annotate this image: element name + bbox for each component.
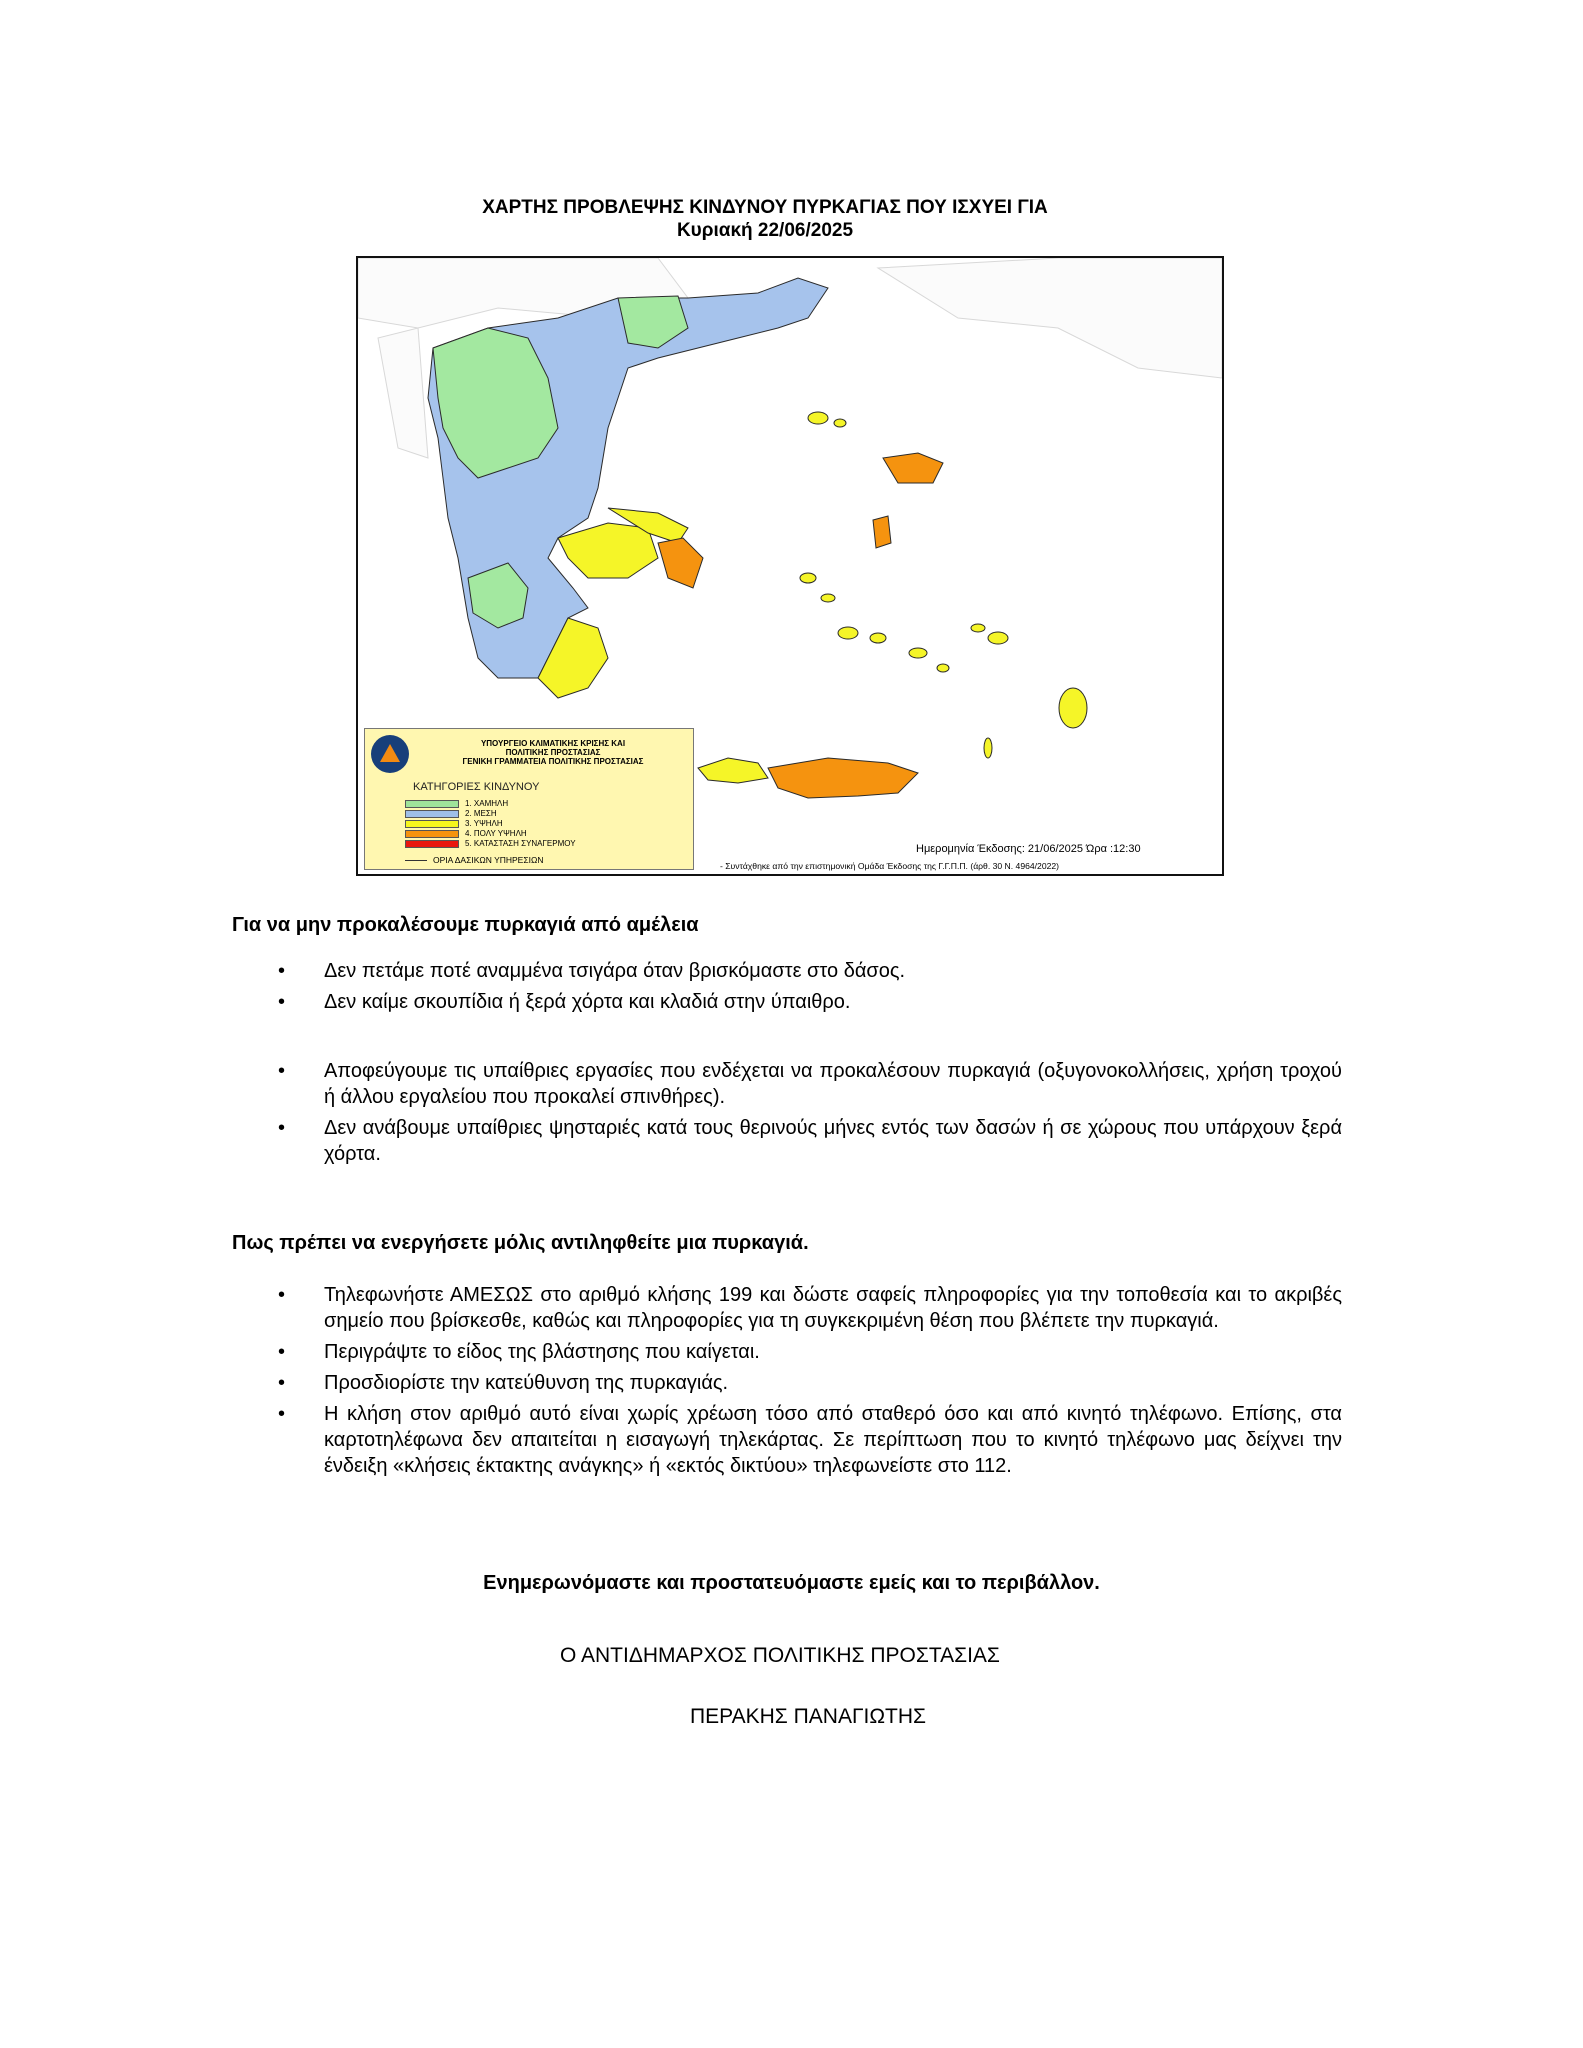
- lesvos-very-high: [883, 453, 943, 483]
- map-title: [355, 196, 1175, 242]
- issue-date: Ημερομηνία Έκδοσης: 21/06/2025 Ώρα :12:30: [916, 843, 1141, 855]
- list-item: • Προσδιορίστε την κατεύθυνση της πυρκαγιάς.: [278, 1372, 729, 1394]
- list-item: • Δεν πετάμε ποτέ αναμμένα τσιγάρα όταν βρισκόμαστε στο δάσος.: [278, 960, 906, 982]
- section1-list-b: [232, 1058, 1342, 1172]
- section1-heading: Για να μην προκαλέσουμε πυρκαγιά από αμέλεια: [232, 914, 699, 936]
- closing-statement: Ενημερωνόμαστε και προστατευόμαστε εμείς και το περιβάλλον.: [483, 1572, 1100, 1594]
- legend-border-line: ΟΡΙΑ ΔΑΣΙΚΩΝ ΥΠΗΡΕΣΙΩΝ: [405, 855, 543, 865]
- signature-name: ΠΕΡΑΚΗΣ ΠΑΝΑΓΙΩΤΗΣ: [690, 1705, 927, 1728]
- central-high: [558, 523, 658, 578]
- chios-very-high: [873, 516, 891, 548]
- fire-risk-map: [356, 256, 1224, 876]
- list-item: • Δεν ανάβουμε υπαίθριες ψησταριές κατά τους θερινούς μήνες εντός των δασών ή σε χώρους που υπάρχουν ξερά χόρτα.: [278, 1117, 1342, 1165]
- section1-list-a: [232, 958, 1342, 1020]
- section2-list: [232, 1282, 1342, 1484]
- list-item: • Η κλήση στον αριθμό αυτό είναι χωρίς χρέωση τόσο από σταθερό όσο και από κινητό τηλέφωνο. Επίσης, στα καρτοτηλέφωνα δεν απαιτείται η εισαγωγή τηλεκάρτας. Σε περίπτωση που το κινητό τηλέφωνο μας δείχνει την ένδειξη «κλήσεις έκτακτης ανάγκης» ή «εκτός δικτύου» τηλεφωνείστε στο 112.: [278, 1403, 1342, 1477]
- map-legend: [364, 728, 694, 870]
- list-item: • Δεν καίμε σκουπίδια ή ξερά χόρτα και κλαδιά στην ύπαιθρο.: [278, 991, 851, 1013]
- map-credit: - Συντάχθηκε από την επιστημονική Ομάδα Έκδοσης της Γ.Γ.Π.Π. (άρθ. 30 Ν. 4964/2022): [720, 861, 1060, 871]
- ministry-line2: ΠΟΛΙΤΙΚΗΣ ΠΡΟΣΤΑΣΙΑΣ: [505, 748, 601, 757]
- legend-item: 5. ΚΑΤΑΣΤΑΣΗ ΣΥΝΑΓΕΡΜΟΥ: [405, 839, 576, 849]
- legend-item: 2. ΜΕΣΗ: [405, 809, 576, 819]
- section2-heading: Πως πρέπει να ενεργήσετε μόλις αντιληφθείτε μια πυρκαγιά.: [232, 1232, 809, 1254]
- ministry-line1: ΥΠΟΥΡΓΕΙΟ ΚΛΙΜΑΤΙΚΗΣ ΚΡΙΣΗΣ ΚΑΙ: [480, 739, 626, 748]
- signature-title: Ο ΑΝΤΙΔΗΜΑΡΧΟΣ ΠΟΛΙΤΙΚΗΣ ΠΡΟΣΤΑΣΙΑΣ: [560, 1644, 1000, 1667]
- map-title-date: Κυριακή 22/06/2025: [676, 220, 854, 241]
- map-title-line1: ΧΑΡΤΗΣ ΠΡΟΒΛΕΨΗΣ ΚΙΝΔΥΝΟΥ ΠΥΡΚΑΓΙΑΣ ΠΟΥ ΙΣΧΥΕΙ ΓΙΑ: [482, 197, 1048, 218]
- legend-item: 4. ΠΟΛΥ ΥΨΗΛΗ: [405, 829, 576, 839]
- ministry-line3: ΓΕΝΙΚΗ ΓΡΑΜΜΑΤΕΙΑ ΠΟΛΙΤΙΚΗΣ ΠΡΟΣΤΑΣΙΑΣ: [462, 757, 644, 766]
- legend-item: 3. ΥΨΗΛΗ: [405, 819, 576, 829]
- list-item: • Περιγράψτε το είδος της βλάστησης που καίγεται.: [278, 1341, 760, 1363]
- legend-item: 1. ΧΑΜΗΛΗ: [405, 799, 576, 809]
- list-item: • Τηλεφωνήστε ΑΜΕΣΩΣ στο αριθμό κλήσης 199 και δώστε σαφείς πληροφορίες για την τοποθεσία και το ακριβές σημείο που βρίσκεσθε, καθώς και πληροφορίες για τη συγκεκριμένη θέση που βλέπετε την πυρκαγιά.: [278, 1284, 1342, 1332]
- ministry-name: [413, 739, 693, 766]
- attica-very-high: [658, 538, 703, 588]
- list-item: • Αποφεύγουμε τις υπαίθριες εργασίες που ενδέχεται να προκαλέσουν πυρκαγιά (οξυγονοκολλήσεις, χρήση τροχού ή άλλου εργαλείου που προκαλεί σπινθήρες).: [278, 1060, 1342, 1108]
- crete-west-high: [698, 758, 768, 783]
- legend-categories: [405, 799, 576, 849]
- legend-title: ΚΑΤΗΓΟΡΙΕΣ ΚΙΝΔΥΝΟΥ: [413, 781, 540, 793]
- crete-east-very-high: [768, 758, 918, 798]
- civil-protection-logo: [371, 735, 409, 773]
